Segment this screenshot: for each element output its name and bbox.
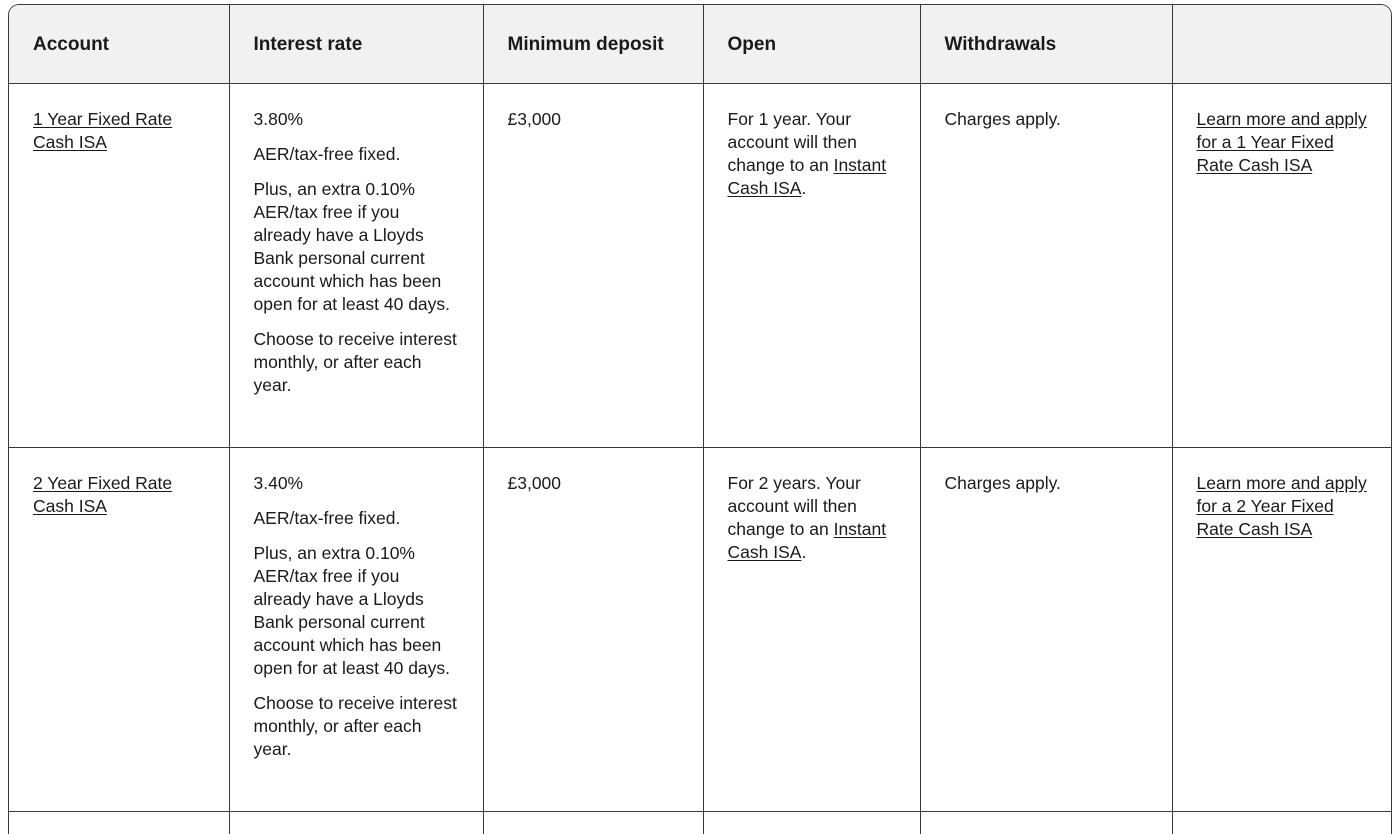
minimum-deposit-value: £3,000 <box>507 472 562 493</box>
header-minimum-deposit: Minimum deposit <box>483 5 703 83</box>
cell-interest-rate <box>229 83 483 447</box>
interest-rate-value: 3.80% <box>253 108 304 129</box>
learn-more-apply-link[interactable]: Learn more and apply for a 1 Year Fixed Rate Cash ISA <box>1196 108 1367 175</box>
minimum-deposit-value: £3,000 <box>507 108 562 129</box>
cell-empty <box>920 811 1172 834</box>
interest-extra-note: Plus, an extra 0.10% AER/tax free if you already have a Lloyds Bank personal current account which has been open for at least 40 days. <box>253 178 451 314</box>
header-withdrawals: Withdrawals <box>920 5 1172 83</box>
account-name-link[interactable]: 1 Year Fixed Rate Cash ISA <box>33 108 173 152</box>
header-row <box>9 5 1391 83</box>
header-interest-rate: Interest rate <box>229 5 483 83</box>
cell-open <box>703 447 920 811</box>
table-row <box>9 447 1391 811</box>
instant-cash-isa-link[interactable]: Instant Cash ISA <box>727 154 887 198</box>
cell-withdrawals <box>920 83 1172 447</box>
cell-account <box>9 447 229 811</box>
interest-rate-type: AER/tax-free fixed. <box>253 143 401 164</box>
table-row-partial <box>9 811 1391 834</box>
account-name-link[interactable]: 2 Year Fixed Rate Cash ISA <box>33 472 173 516</box>
interest-extra-note: Plus, an extra 0.10% AER/tax free if you already have a Lloyds Bank personal current account which has been open for at least 40 days. <box>253 542 451 678</box>
interest-rate-value: 3.40% <box>253 472 304 493</box>
cell-empty <box>703 811 920 834</box>
header-action <box>1172 5 1391 83</box>
cell-empty <box>229 811 483 834</box>
cell-empty <box>483 811 703 834</box>
header-account: Account <box>9 5 229 83</box>
cell-open <box>703 83 920 447</box>
instant-cash-isa-link[interactable]: Instant Cash ISA <box>727 518 887 562</box>
cell-minimum-deposit <box>483 447 703 811</box>
interest-payment-choice: Choose to receive interest monthly, or after each year. <box>253 328 457 395</box>
table-row <box>9 83 1391 447</box>
open-term-suffix: . <box>801 541 807 562</box>
withdrawals-text: Charges apply. <box>944 108 1061 129</box>
isa-comparison-table-container <box>8 4 1392 834</box>
interest-payment-choice: Choose to receive interest monthly, or after each year. <box>253 692 457 759</box>
cell-interest-rate <box>229 447 483 811</box>
header-open: Open <box>703 5 920 83</box>
cell-action <box>1172 83 1391 447</box>
isa-comparison-table <box>9 5 1391 834</box>
withdrawals-text: Charges apply. <box>944 472 1061 493</box>
interest-rate-type: AER/tax-free fixed. <box>253 507 401 528</box>
cell-withdrawals <box>920 447 1172 811</box>
open-term-text: For 1 year. Your account will then change to an <box>727 108 857 175</box>
cell-account <box>9 83 229 447</box>
learn-more-apply-link[interactable]: Learn more and apply for a 2 Year Fixed Rate Cash ISA <box>1196 472 1367 539</box>
cell-minimum-deposit <box>483 83 703 447</box>
open-term-suffix: . <box>801 177 807 198</box>
cell-action <box>1172 447 1391 811</box>
cell-empty <box>1172 811 1391 834</box>
open-term-text: For 2 years. Your account will then change to an <box>727 472 861 539</box>
cell-empty <box>9 811 229 834</box>
table-header <box>9 5 1391 83</box>
